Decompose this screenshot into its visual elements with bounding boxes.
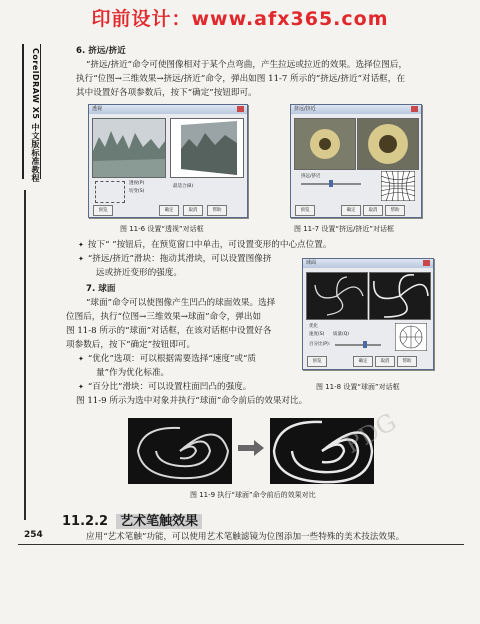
percent-label: 百分比(P):: [309, 342, 331, 347]
option-quality[interactable]: 质量(Q): [333, 332, 350, 337]
bullet-item: ✦ “百分比”滑块：可以设置柱面凹凸的强度。: [78, 380, 251, 394]
paragraph-line: 其中设置好各项参数后，按下“确定”按钮即可。: [76, 88, 257, 98]
watermark-url: 印前设计：www.afx365.com: [91, 8, 389, 30]
help-button[interactable]: 帮助: [397, 356, 417, 367]
preview-after: [369, 272, 431, 320]
figure-11-9-caption: 图 11-9 执行“球面”命令前后的效果对比: [190, 491, 316, 499]
bullet-item: ✦ “挤远/挤近”滑块：拖动其滑块，可以设置图像挤: [78, 252, 271, 266]
side-rule: [24, 190, 26, 520]
ok-button[interactable]: 确定: [353, 356, 373, 367]
bullet-continuation: 远或挤近变形的强度。: [96, 268, 182, 278]
paragraph-line: 图 11-8 所示的“球面”对话框，在该对话框中设置好各: [66, 326, 272, 336]
help-button[interactable]: 帮助: [385, 205, 405, 216]
preview-before: [306, 272, 368, 320]
paragraph-line: 项参数后，按下“确定”按钮即可。: [66, 340, 196, 350]
best-fit-checkbox[interactable]: 最适合(B): [173, 184, 194, 189]
pinch-punch-dialog: [290, 104, 422, 218]
percent-slider[interactable]: [335, 344, 381, 346]
option-perspective[interactable]: 透视(P): [129, 181, 145, 186]
perspective-grid-icon[interactable]: [95, 181, 125, 203]
close-icon[interactable]: [237, 106, 244, 112]
preview-after: [357, 118, 419, 170]
figure-11-8-caption: 图 11-8 设置“球面”对话框: [316, 383, 400, 391]
paragraph-line: 应用“艺术笔触”功能，可以使用艺术笔触滤镜为位图添加一些特殊的美术技法效果。: [86, 532, 405, 542]
paragraph-line: 图 11-9 所示为选中对象并执行“球面”命令前后的效果对比。: [76, 396, 308, 406]
perspective-dialog: [88, 104, 248, 218]
optimize-label: 优化: [309, 324, 318, 329]
bullet-item: ✦ “优化”选项：可以根据需要选择“速度”或“质: [78, 352, 256, 366]
side-label: CorelDRAW X5 中文版标准教程: [31, 48, 40, 183]
cancel-button[interactable]: 取消: [183, 205, 203, 216]
cancel-button[interactable]: 取消: [375, 356, 395, 367]
dialog-title: 透视: [89, 105, 247, 114]
slider-label: 挤远/挤近: [301, 174, 321, 179]
close-icon[interactable]: [423, 260, 430, 266]
option-speed[interactable]: 速度(S): [309, 332, 325, 337]
preview-after: [170, 118, 244, 178]
close-icon[interactable]: [411, 106, 418, 112]
preview-button[interactable]: 预览: [307, 356, 327, 367]
section-7-title: 7. 球面: [86, 284, 116, 294]
page-rule: [18, 544, 464, 545]
figure-11-7-caption: 图 11-7 设置“挤远/挤近”对话框: [294, 225, 394, 233]
dialog-title: 球面: [303, 259, 433, 268]
option-shear[interactable]: 切变(S): [129, 189, 145, 194]
ok-button[interactable]: 确定: [341, 205, 361, 216]
paragraph-line: 执行“位图→三维效果→挤远/挤近”命令，弹出如图 11-7 所示的“挤远/挤近”对话框，在: [76, 74, 405, 84]
preview-before: [92, 118, 166, 178]
bullet-continuation: 量”作为优化标准。: [96, 368, 170, 378]
preview-before: [294, 118, 356, 170]
figure-11-6-caption: 图 11-6 设置“透视”对话框: [120, 225, 204, 233]
sphere-dialog: [302, 258, 434, 370]
dialog-title: 挤远/挤近: [291, 105, 421, 114]
section-heading: [62, 510, 202, 529]
heading-number: 11.2.2: [62, 514, 109, 529]
paragraph-line: “挤远/挤近”命令可使图像相对于某个点弯曲，产生拉远或拉近的效果。选择位图后，: [86, 60, 408, 70]
distortion-grid-icon[interactable]: [381, 171, 415, 201]
section-6-title: 6. 挤远/挤近: [76, 46, 126, 56]
shell-before-image: [128, 418, 232, 484]
page-number: 254: [24, 530, 43, 540]
help-button[interactable]: 帮助: [207, 205, 227, 216]
paragraph-line: 位图后，执行“位图→三维效果→球面”命令，弹出如: [66, 312, 262, 322]
slider-handle[interactable]: [363, 341, 367, 348]
pdg-watermark: PDG: [339, 407, 402, 460]
heading-title: 艺术笔触效果: [116, 514, 202, 529]
preview-button[interactable]: 预览: [295, 205, 315, 216]
ok-button[interactable]: 确定: [159, 205, 179, 216]
arrow-right-icon: [238, 440, 264, 456]
paragraph-line: “球面”命令可以使图像产生凹凸的球面效果。选择: [86, 298, 276, 308]
bullet-item: ✦ 按下“ ”按钮后，在预览窗口中单击，可设置变形的中心点位置。: [78, 238, 331, 252]
sphere-grid-icon[interactable]: [395, 323, 427, 351]
preview-button[interactable]: 预览: [93, 205, 113, 216]
cancel-button[interactable]: 取消: [363, 205, 383, 216]
slider-handle[interactable]: [329, 180, 333, 187]
